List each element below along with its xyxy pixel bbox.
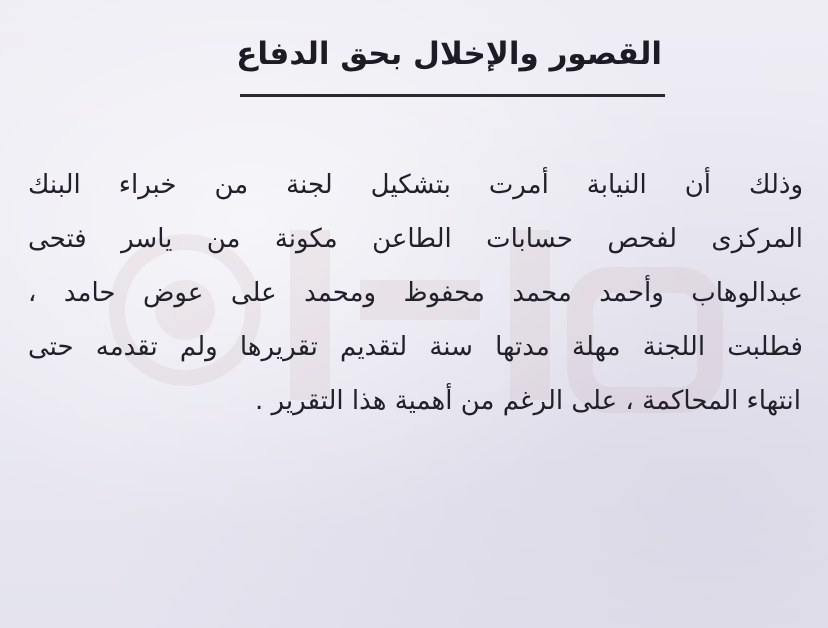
title-underline bbox=[240, 94, 665, 97]
body-paragraph bbox=[28, 158, 803, 428]
document-title: القصور والإخلال بحق الدفاع bbox=[236, 36, 662, 72]
text-line: انتهاء المحاكمة ، على الرغم من أهمية هذا التقرير . bbox=[254, 386, 801, 416]
text-line: وذلك أن النيابة أمرت بتشكيل لجنة من خبراء البنك bbox=[28, 170, 803, 200]
text-line: عبدالوهاب وأحمد محمد محفوظ ومحمد على عوض حامد ، bbox=[28, 278, 803, 308]
text-line: فطلبت اللجنة مهلة مدتها سنة لتقديم تقريرها ولم تقدمه حتى bbox=[28, 332, 803, 362]
text-line: المركزى لفحص حسابات الطاعن مكونة من ياسر فتحى bbox=[28, 224, 803, 254]
